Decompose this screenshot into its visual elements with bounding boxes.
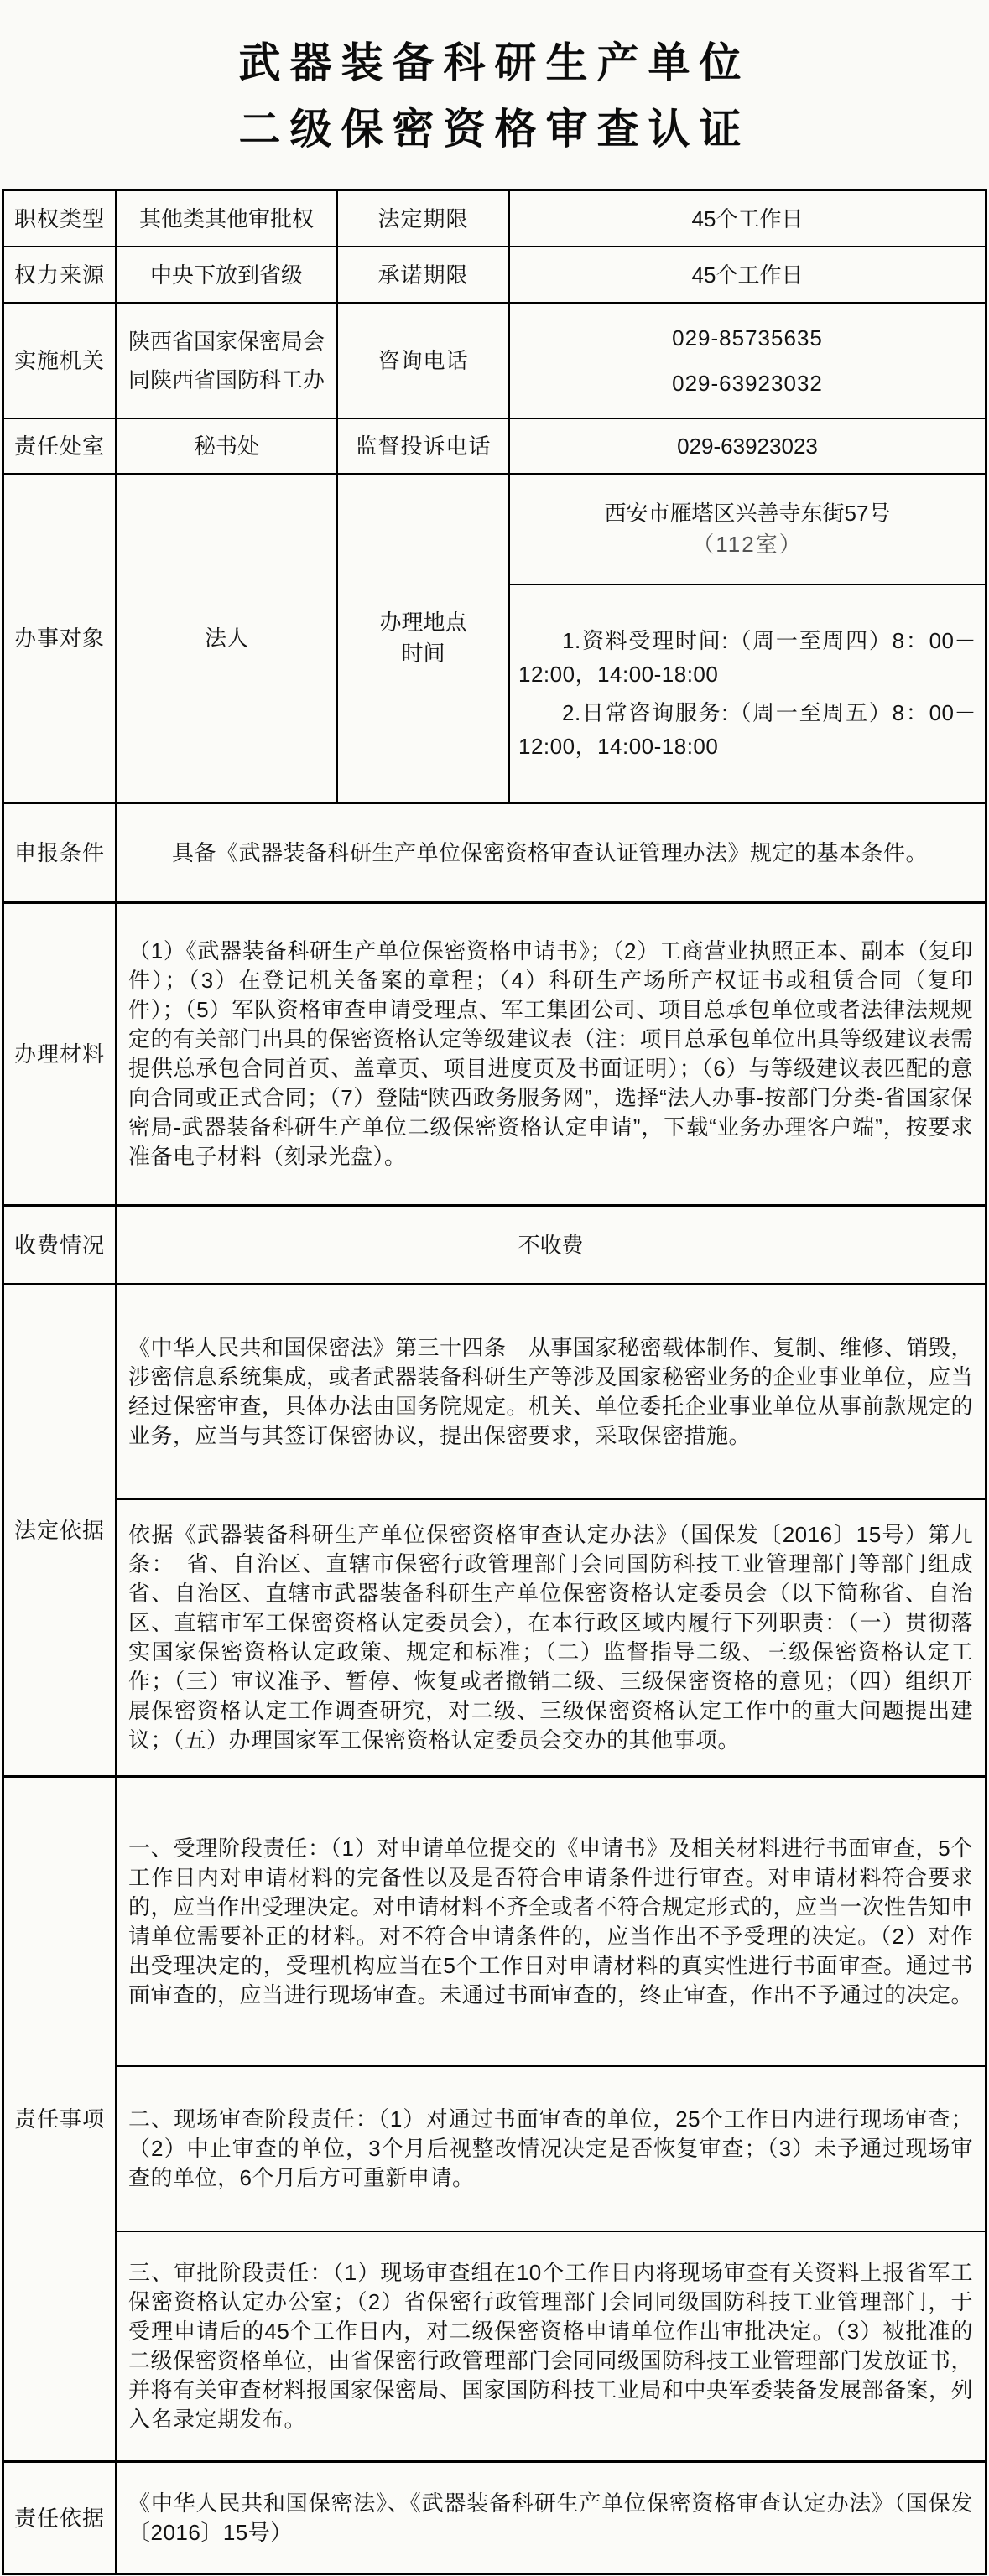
row-power-source [4,247,985,304]
service-target-value: 法人 [117,475,338,802]
complaint-phone-label: 监督投诉电话 [338,419,510,473]
row-legal-basis [4,1285,985,1778]
legal-deadline-value: 45个工作日 [691,205,804,231]
service-target-label: 办事对象 [4,475,117,802]
authority-type-value: 其他类其他审批权 [117,191,338,246]
row-authority-type [4,191,985,247]
row-application-conditions [4,804,985,904]
application-materials-label: 办理材料 [4,904,117,1204]
row-implementing-agency [4,304,985,419]
legal-basis-value [117,1285,985,1775]
power-source-value: 中央下放到省级 [117,247,338,302]
legal-basis-part-1: 《中华人民共和国保密法》第三十四条 从事国家秘密载体制作、复制、维修、销毁，涉密信息系统集成，或者武器装备科研生产等涉及国家秘密业务的企业事业单位，应当经过保密审查，具体办法由国务院规定。机关、单位委托企业事业单位从事前款规定的业务，应当与其签订保密协议，提出保密要求，采取保密措施。 [117,1285,985,1500]
handling-address-room: （112室） [692,532,803,557]
service-time-1: 1.资料受理时间:（周一至周四）8：00－12:00，14:00-18:00 [518,628,976,687]
handling-location-label-line2: 时间 [401,641,445,666]
consult-phone-1: 029-85735635 [672,325,823,351]
application-conditions-value: 具备《武器装备科研生产单位保密资格审查认证管理办法》规定的基本条件。 [172,839,929,865]
promise-deadline-label: 承诺期限 [338,247,510,302]
consult-phone-label: 咨询电话 [338,304,510,418]
consult-phone-2: 029-63923032 [672,371,823,396]
row-service-target [4,475,985,804]
authority-type-label: 职权类型 [4,191,117,246]
service-time-2: 2.日常咨询服务:（周一至周五）8：00－12:00，14:00-18:00 [518,700,976,759]
duty-basis-value: 《中华人民共和国保密法》、《武器装备科研生产单位保密资格审查认定办法》（国保发〔2016〕15号） [128,2490,973,2545]
application-conditions-label: 申报条件 [4,804,117,901]
row-fee-status [4,1207,985,1285]
duty-items-part-3: 三、审批阶段责任：（1）现场审查组在10个工作日内将现场审查有关资料上报省军工保密资格认定办公室；（2）省保密行政管理部门会同同级国防科技工业管理部门，于受理申请后的45个工作日内，对二级保密资格申请单位作出审批决定。（3）被批准的二级保密资格单位，由省保密行政管理部门会同同级国防科技工业管理部门发放证书，并将有关审查材料报国家保密局、国家国防科技工业局和中央军委装备发展部备案，列入名录定期发布。 [128,2260,974,2432]
handling-location-time-value [510,475,985,802]
implementing-agency-label: 实施机关 [4,304,117,418]
legal-deadline-label: 法定期限 [338,191,510,246]
handling-time-cell [510,585,985,802]
implementing-agency-value: 陕西省国家保密局会同陕西省国防科工办 [117,304,338,418]
responsible-office-value: 秘书处 [117,419,338,473]
row-duty-basis [4,2463,985,2573]
duty-items-value [117,1778,985,2460]
fee-status-value: 不收费 [518,1232,584,1258]
duty-items-label: 责任事项 [4,1778,117,2460]
row-responsible-office [4,419,985,475]
responsible-office-label: 责任处室 [4,419,117,473]
handling-location-time-label [338,475,510,802]
power-source-label: 权力来源 [4,247,117,302]
legal-basis-label: 法定依据 [4,1285,117,1775]
application-materials-value: （1）《武器装备科研生产单位保密资格申请书》；（2）工商营业执照正本、副本（复印件）；（3）在登记机关备案的章程；（4）科研生产场所产权证书或租赁合同（复印件）；（5）军队资格审查申请受理点、军工集团公司、项目总承包单位或者法律法规规定的有关部门出具的保密资格认定等级建议表（注：项目总承包单位出具等级建议表需提供总承包合同首页、盖章页、项目进度页及书面证明）；（6）与等级建议表匹配的意向合同或正式合同；（7）登陆“陕西政务服务网”，选择“法人办事-按部门分类-省国家保密局-武器装备科研生产单位二级保密资格认定申请”，下载“业务办理客户端”，按要求准备电子材料（刻录光盘）。 [128,938,974,1169]
complaint-phone-value: 029-63923023 [677,434,818,459]
duty-basis-label: 责任依据 [4,2463,117,2573]
fee-status-label: 收费情况 [4,1207,117,1283]
row-duty-items [4,1778,985,2463]
duty-items-part-1: 一、受理阶段责任：（1）对申请单位提交的《申请书》及相关材料进行书面审查，5个工作日内对申请材料的完备性以及是否符合申请条件进行审查。对申请材料符合要求的，应当作出受理决定。对申请材料不齐全或者不符合规定形式的，应当一次性告知申请单位需要补正的材料。对不符合申请条件的，应当作出不予受理的决定。（2）对作出受理决定的，受理机构应当在5个工作日对申请材料的真实性进行书面审查。通过书面审查的，应当进行现场审查。未通过书面审查的，终止审查，作出不予通过的决定。 [117,1778,985,2067]
duty-items-part-2: 二、现场审查阶段责任：（1）对通过书面审查的单位，25个工作日内进行现场审查；（2）中止审查的单位，3个月后视整改情况决定是否恢复审查；（3）未予通过现场审查的单位，6个月后方可重新申请。 [117,2067,985,2232]
handling-address-cell [510,475,985,585]
title-line-2: 二级保密资格审查认证 [238,106,751,153]
title-line-1: 武器装备科研生产单位 [238,39,751,86]
promise-deadline-value: 45个工作日 [691,262,804,288]
legal-basis-part-2: 依据《武器装备科研生产单位保密资格审查认定办法》（国保发〔2016〕15号）第九条： 省、自治区、直辖市保密行政管理部门会同国防科技工业管理部门等部门组成省、自治区、直辖市武器装备科研生产单位保密资格认定委员会（以下简称省、自治区、直辖市军工保密资格认定委员会），在本行政区域内履行下列职责：（一）贯彻落实国家保密资格认定政策、规定和标准；（二）监督指导二级、三级保密资格认定工作；（三）审议准予、暂停、恢复或者撤销二级、三级保密资格的意见；（四）组织开展保密资格认定工作调查研究，对二级、三级保密资格认定工作中的重大问题提出建议；（五）办理国家军工保密资格认定委员会交办的其他事项。 [128,1522,973,1753]
service-item-table [2,189,987,2575]
handling-location-label-line1: 办理地点 [379,610,467,635]
row-application-materials [4,904,985,1207]
handling-address-line: 西安市雁塔区兴善寺东街57号 [604,501,891,526]
document-title [0,0,989,189]
consult-phone-value [510,304,985,418]
